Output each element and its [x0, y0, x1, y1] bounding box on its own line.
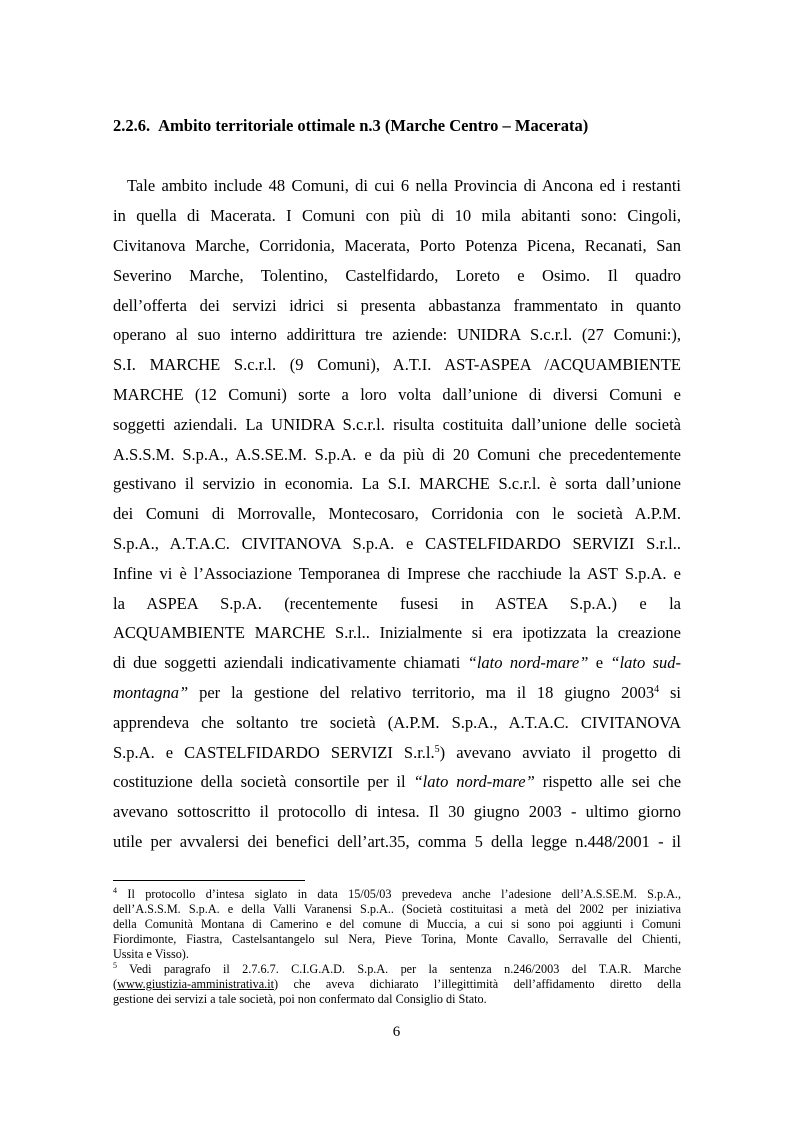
footnote-text: ) che aveva dichiarato l’illegittimità dell’affidamento diretto della: [274, 977, 681, 991]
body-line: ACQUAMBIENTE MARCHE S.r.l.. Inizialmente si era ipotizzata la creazione: [113, 623, 681, 642]
body-line: apprendeva che soltanto tre società (A.P.M. S.p.A., A.T.A.C. CIVITANOVA: [113, 713, 681, 732]
body-text: per la gestione del relativo territorio, ma il 18 giugno 2003: [188, 683, 655, 702]
body-line: [113, 743, 681, 763]
body-text: costituzione della società consortile per il: [113, 772, 414, 791]
body-line: S.I. MARCHE S.c.r.l. (9 Comuni), A.T.I. AST-ASPEA /ACQUAMBIENTE: [113, 355, 681, 374]
footnote-ref-4[interactable]: 4: [654, 684, 660, 695]
body-line: soggetti aziendali. La UNIDRA S.c.r.l. risulta costituita dall’unione delle società: [113, 415, 681, 434]
footnote-5-line: [113, 962, 681, 976]
footnote-5-line: gestione dei servizi a tale società, poi non confermato dal Consiglio di Stato.: [113, 992, 487, 1006]
footnote-5-mark: 5: [113, 961, 117, 970]
body-line: S.p.A., A.T.A.C. CIVITANOVA S.p.A. e CASTELFIDARDO SERVIZI S.r.l..: [113, 534, 681, 553]
body-line: Severino Marche, Tolentino, Castelfidardo, Loreto e Osimo. Il quadro: [113, 266, 681, 285]
body-line: dell’offerta dei servizi idrici si presenta abbastanza frammentato in quanto: [113, 296, 681, 315]
body-text: ) avevano avviato il progetto di: [439, 743, 681, 762]
body-line: la ASPEA S.p.A. (recentemente fusesi in ASTEA S.p.A.) e la: [113, 594, 681, 613]
footnote-text: Vedi paragrafo il 2.7.6.7. C.I.G.A.D. S.p.A. per la sentenza n.246/2003 del T.A.R. Marche: [117, 962, 681, 976]
footnote-4-line: della Comunità Montana di Camerino e del comune di Muccia, a cui si sono poi aggiunti i Comuni: [113, 917, 681, 931]
body-text: di due soggetti aziendali indicativamente chiamati: [113, 653, 468, 672]
body-line: Tale ambito include 48 Comuni, di cui 6 nella Provincia di Ancona ed i restanti: [127, 176, 681, 195]
italic-quote: montagna”: [113, 683, 189, 702]
footnote-text: (: [113, 977, 118, 991]
footnote-link[interactable]: www.giustizia-amministrativa.it: [117, 977, 274, 991]
body-line: Infine vi è l’Associazione Temporanea di Imprese che racchiude la AST S.p.A. e: [113, 564, 681, 583]
body-line: avevano sottoscritto il protocollo di intesa. Il 30 giugno 2003 - ultimo giorno: [113, 802, 681, 821]
footnote-divider: [113, 880, 305, 881]
footnote-text: Il protocollo d’intesa siglato in data 15/05/03 prevedeva anche l’adesione dell’A.S.SE.M. S.p.A.,: [117, 887, 681, 901]
footnote-4-mark: 4: [113, 886, 117, 895]
body-line: [113, 772, 681, 792]
body-line: Civitanova Marche, Corridonia, Macerata, Porto Potenza Picena, Recanati, San: [113, 236, 681, 255]
body-line: operano al suo interno addirittura tre aziende: UNIDRA S.c.r.l. (27 Comuni:),: [113, 325, 681, 344]
body-line: utile per avvalersi dei benefici dell’art.35, comma 5 della legge n.448/2001 - il: [113, 832, 681, 851]
footnote-5-line: [113, 977, 681, 991]
body-text: e: [588, 653, 611, 672]
footnote-4-line: [113, 887, 681, 901]
italic-quote: “lato sud-: [610, 653, 682, 672]
section-title: Ambito territoriale ottimale n.3 (Marche Centro – Macerata): [158, 116, 589, 135]
body-line: in quella di Macerata. I Comuni con più di 10 mila abitanti sono: Cingoli,: [113, 206, 681, 225]
section-number: 2.2.6.: [113, 116, 151, 135]
page-number: 6: [392, 1024, 401, 1040]
body-text: rispetto alle sei che: [534, 772, 682, 791]
footnote-4-line: dell’A.S.S.M. S.p.A. e della Valli Varanensi S.p.A.. (Società costituitasi a metà del 2002 per iniziativa: [113, 902, 681, 916]
body-line: A.S.S.M. S.p.A., A.S.SE.M. S.p.A. e da più di 20 Comuni che precedentemente: [113, 445, 681, 464]
body-line: dei Comuni di Morrovalle, Montecosaro, Corridonia con le società A.P.M.: [113, 504, 681, 523]
body-line: [113, 683, 681, 703]
body-line: gestivano il servizio in economia. La S.I. MARCHE S.c.r.l. è sorta dall’unione: [113, 474, 681, 493]
italic-quote: “lato nord-mare”: [413, 772, 535, 791]
footnote-4-line: Fiordimonte, Fiastra, Castelsantangelo sul Nera, Pieve Torina, Monte Cavallo, Serravalle del Chienti,: [113, 932, 681, 946]
body-text: S.p.A. e CASTELFIDARDO SERVIZI S.r.l.: [113, 743, 435, 762]
section-heading: [113, 116, 588, 136]
body-text: si: [659, 683, 681, 702]
italic-quote: “lato nord-mare”: [467, 653, 589, 672]
body-line: [113, 653, 681, 673]
body-line: MARCHE (12 Comuni) sorte a loro volta dall’unione di diversi Comuni e: [113, 385, 681, 404]
footnote-ref-5[interactable]: 5: [434, 744, 440, 755]
footnote-4-line: Ussita e Visso).: [113, 947, 189, 961]
